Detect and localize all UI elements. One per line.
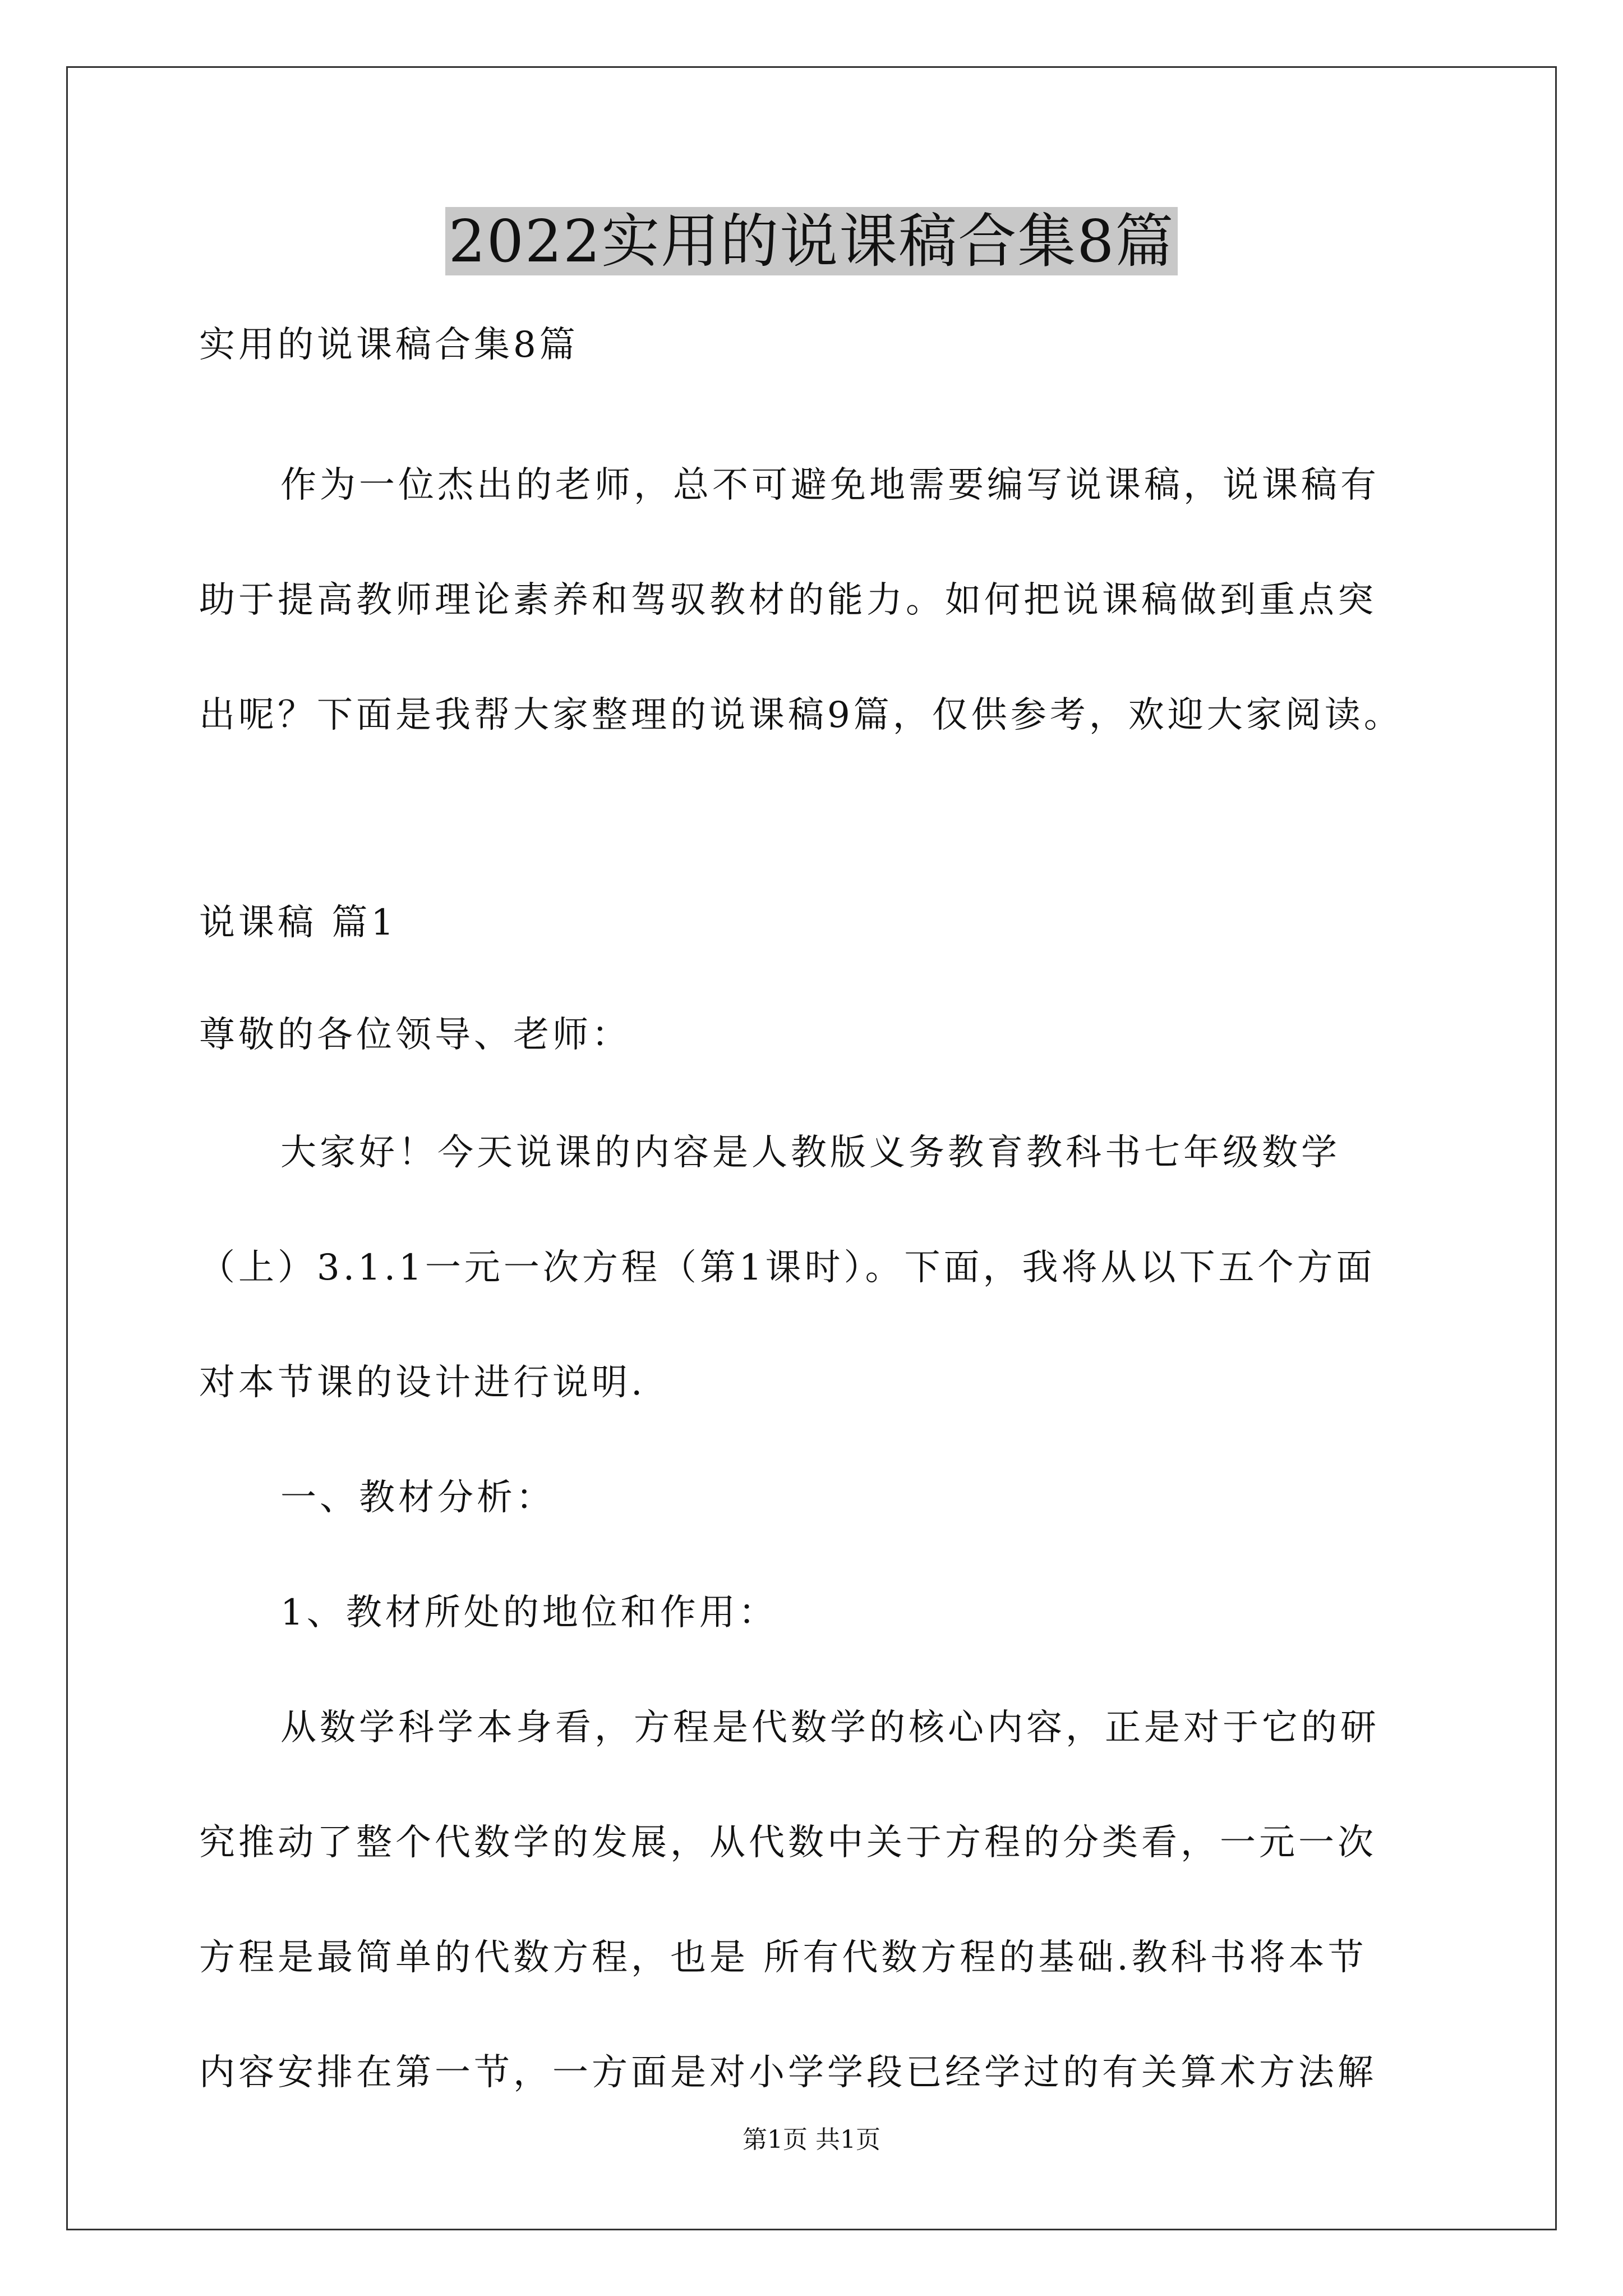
document-title xyxy=(0,202,1623,280)
body-line-9: 内容安排在第一节，一方面是对小学学段已经学过的有关算术方法解 xyxy=(199,2052,1377,2093)
document-subtitle: 实用的说课稿合集8篇 xyxy=(199,324,579,366)
section-heading: 说课稿 篇1 xyxy=(199,902,398,944)
salutation: 尊敬的各位领导、老师： xyxy=(199,1014,631,1056)
body-line-2: （上）3.1.1一元一次方程（第1课时）。下面，我将从以下五个方面 xyxy=(199,1247,1376,1289)
body-line-4: 一、教材分析： xyxy=(280,1477,555,1519)
document-title-text: 2022实用的说课稿合集8篇 xyxy=(445,207,1178,275)
body-line-6: 从数学科学本身看，方程是代数学的核心内容，正是对于它的研 xyxy=(280,1707,1380,1749)
body-line-1: 大家好！今天说课的内容是人教版义务教育教科书七年级数学 xyxy=(280,1132,1340,1174)
intro-line-2: 助于提高教师理论素养和驾驭教材的能力。如何把说课稿做到重点突 xyxy=(199,579,1377,621)
intro-line-1: 作为一位杰出的老师，总不可避免地需要编写说课稿，说课稿有 xyxy=(280,464,1380,506)
body-line-3: 对本节课的设计进行说明. xyxy=(199,1362,646,1404)
page-footer: 第1页 共1页 xyxy=(743,2125,880,2154)
body-line-5: 1、教材所处的地位和作用： xyxy=(280,1592,778,1634)
body-line-7: 究推动了整个代数学的发展，从代数中关于方程的分类看，一元一次 xyxy=(199,1822,1377,1864)
intro-line-3: 出呢？下面是我帮大家整理的说课稿9篇，仅供参考，欢迎大家阅读。 xyxy=(199,694,1403,736)
body-line-8: 方程是最简单的代数方程，也是 所有代数方程的基础.教科书将本节 xyxy=(199,1937,1367,1978)
